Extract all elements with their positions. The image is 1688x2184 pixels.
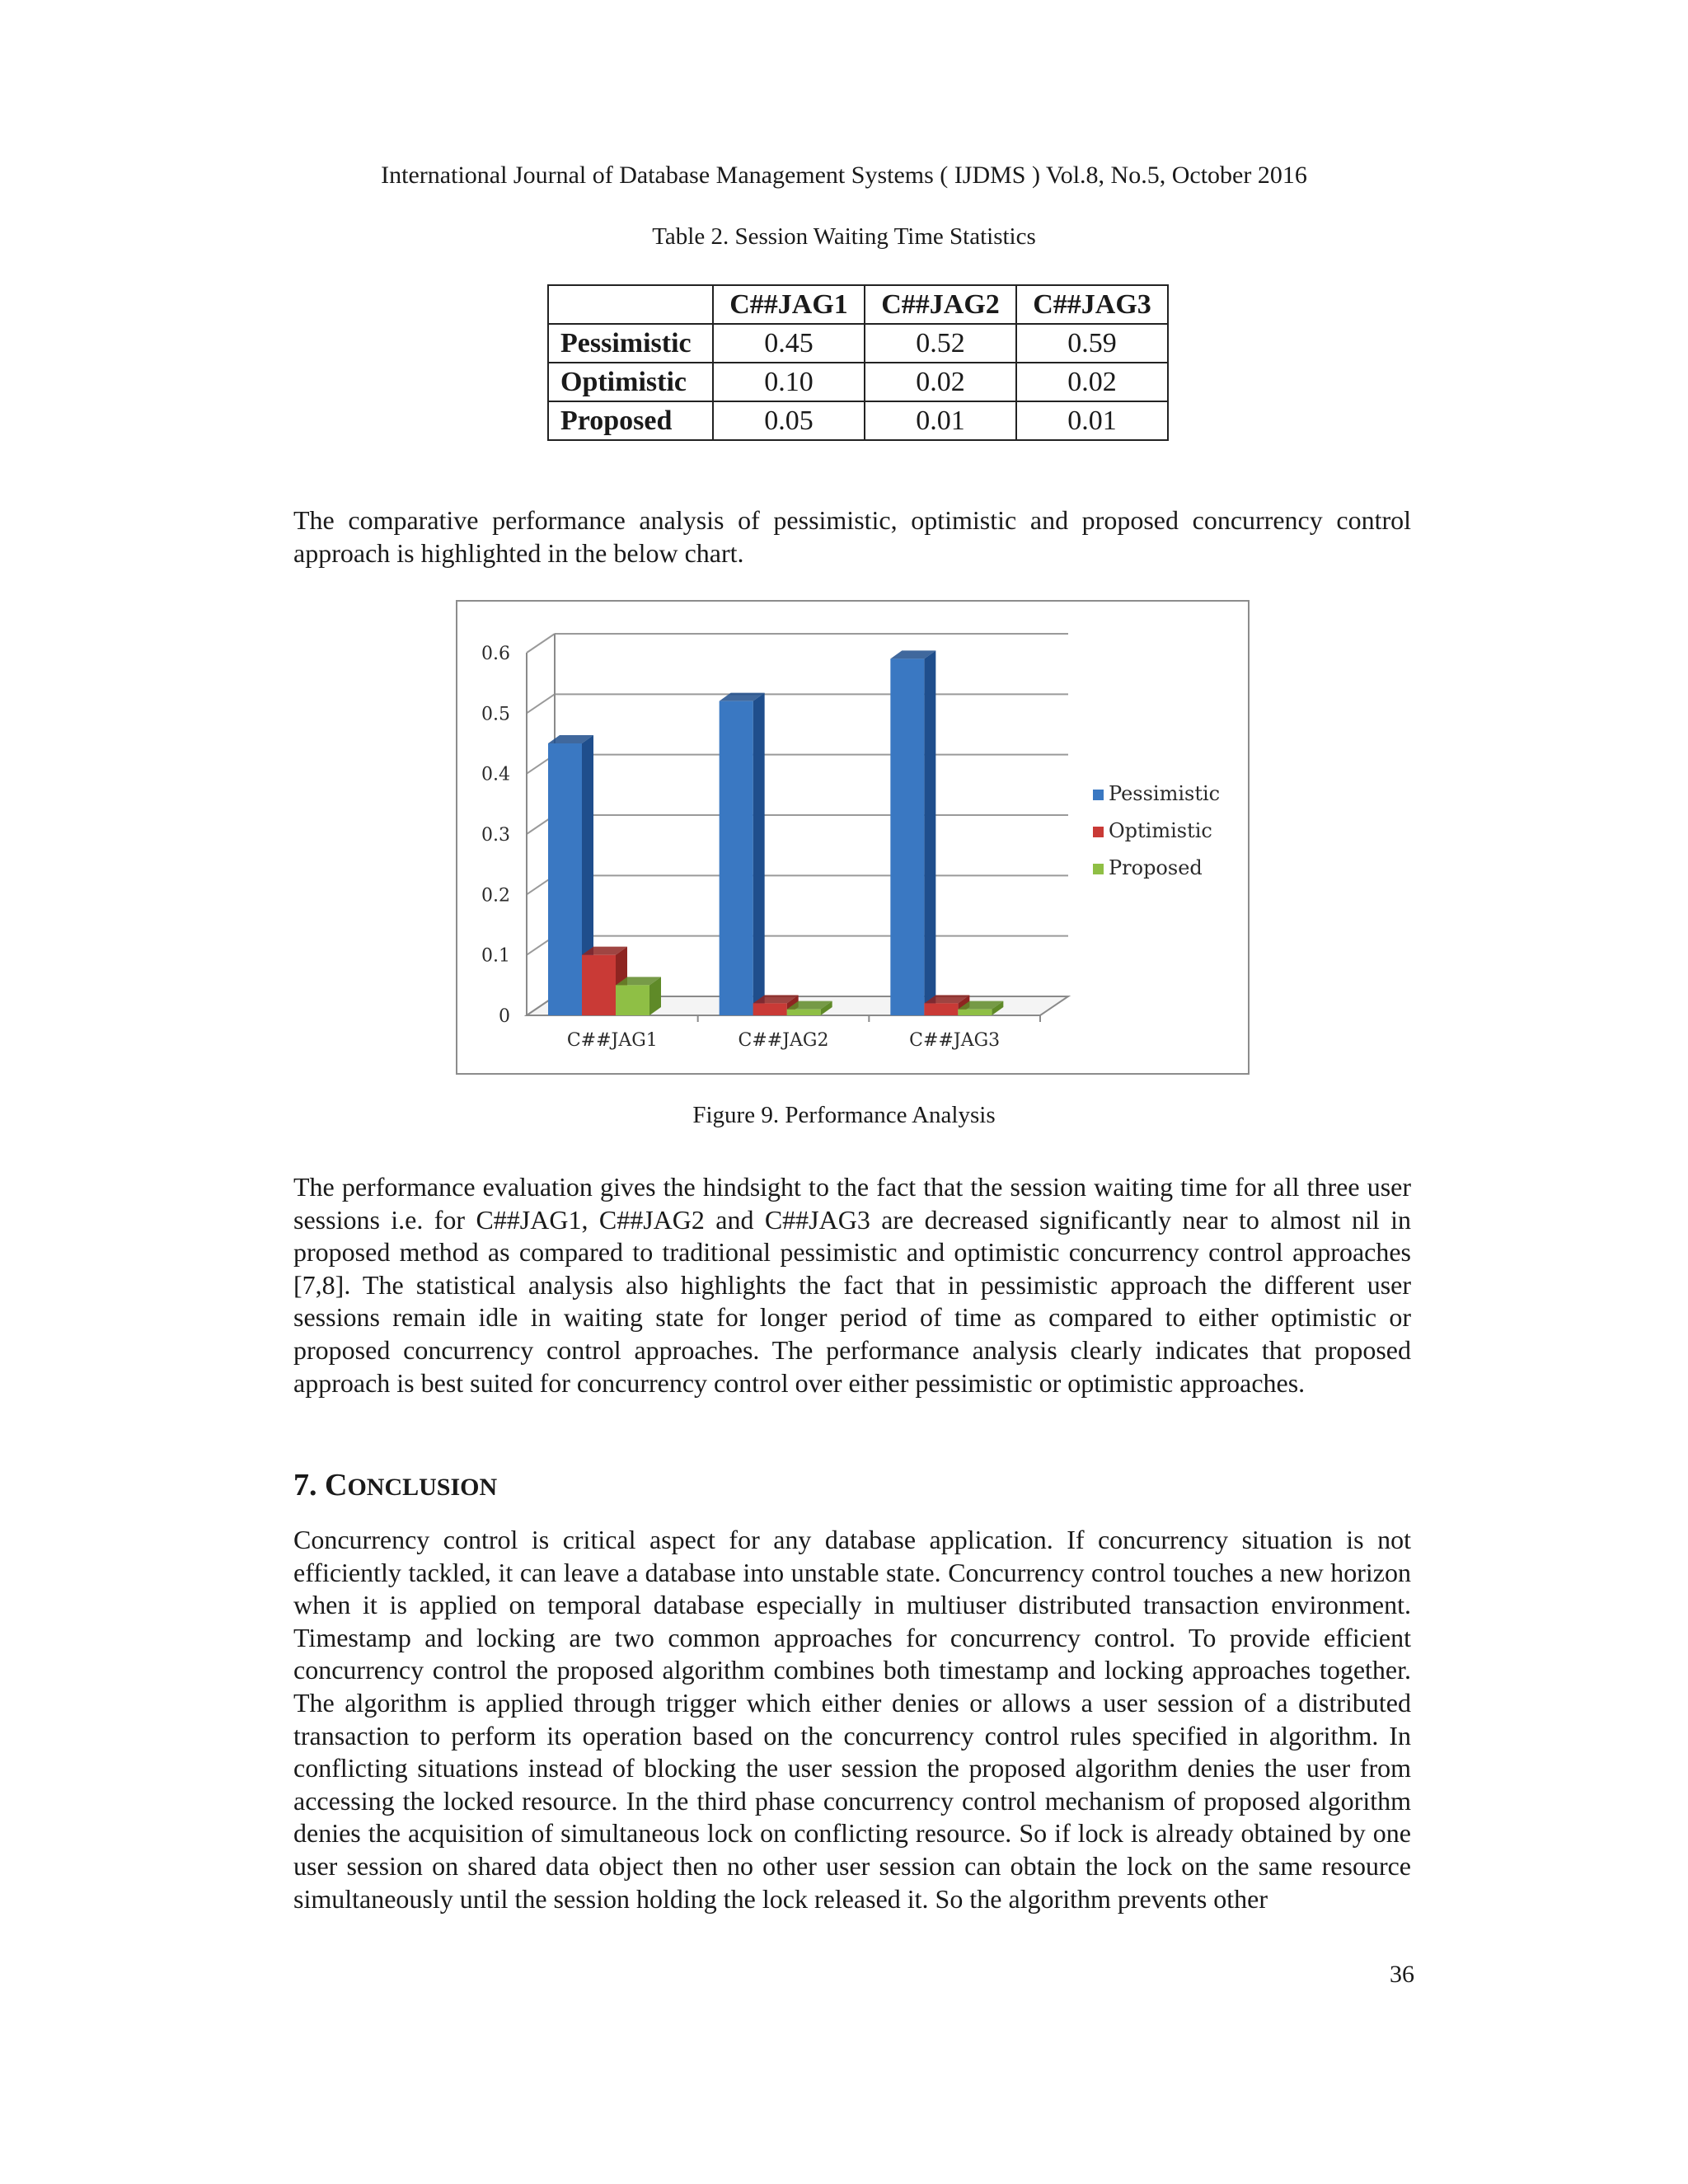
- legend-swatch-pessimistic: [1093, 790, 1104, 800]
- section-number: 7.: [293, 1468, 317, 1502]
- bar-front: [616, 985, 649, 1015]
- bar-front: [753, 1003, 787, 1015]
- bar-side: [924, 650, 935, 1015]
- table-row: [548, 363, 1168, 401]
- bar-front: [890, 658, 924, 1015]
- bar-proposed-0: [616, 977, 661, 1015]
- running-header: International Journal of Database Management Systems ( IJDMS ) Vol.8, No.5, October 2016: [381, 162, 1307, 189]
- x-tick-label: C##JAG1: [566, 1030, 658, 1051]
- bar-front: [582, 955, 616, 1015]
- table-cell: 0.01: [1016, 401, 1168, 440]
- table-cell: 0.01: [865, 401, 1016, 440]
- y-tick-label: 0.6: [481, 644, 510, 664]
- section-title-initial: C: [325, 1468, 348, 1502]
- x-tick-label: C##JAG2: [738, 1030, 829, 1051]
- bar-pessimistic-2: [890, 650, 935, 1015]
- y-tick-label: 0.4: [481, 764, 510, 785]
- chart-canvas: [456, 600, 1250, 1075]
- session-waiting-time-table: [547, 284, 1169, 441]
- table-header-row: [548, 285, 1168, 324]
- section-title-rest: ONCLUSION: [347, 1474, 498, 1501]
- performance-chart: [456, 600, 1250, 1075]
- bar-front: [924, 1003, 958, 1015]
- bar-side: [753, 693, 765, 1015]
- y-tick-label: 0.2: [481, 885, 510, 907]
- table-corner-cell: [548, 285, 713, 324]
- x-tick-label: C##JAG3: [909, 1030, 1001, 1051]
- table-cell: 0.02: [865, 363, 1016, 401]
- column-header: C##JAG1: [713, 285, 865, 324]
- table-cell: 0.59: [1016, 324, 1168, 363]
- bar-front: [548, 743, 582, 1015]
- intro-paragraph: The comparative performance analysis of pessimistic, optimistic and proposed concurrency control approach is highlighted in the below chart.: [293, 505, 1411, 568]
- legend-label-pessimistic: Pessimistic: [1109, 782, 1221, 805]
- bar-pessimistic-1: [720, 693, 765, 1015]
- table-cell: 0.02: [1016, 363, 1168, 401]
- table-cell: 0.05: [713, 401, 865, 440]
- figure-caption: Figure 9. Performance Analysis: [692, 1102, 996, 1128]
- legend-label-proposed: Proposed: [1109, 856, 1203, 879]
- legend: [1093, 782, 1220, 879]
- table-caption: Table 2. Session Waiting Time Statistics: [652, 223, 1036, 250]
- legend-swatch-proposed: [1093, 864, 1104, 874]
- y-tick-label: 0.5: [481, 704, 510, 725]
- y-tick-label: 0.1: [481, 945, 510, 967]
- y-tick-label: 0: [499, 1006, 510, 1027]
- legend-label-optimistic: Optimistic: [1109, 819, 1212, 842]
- section-heading: [293, 1467, 497, 1503]
- table-cell: 0.10: [713, 363, 865, 401]
- table-cell: 0.45: [713, 324, 865, 363]
- row-header: Proposed: [548, 401, 713, 440]
- column-header: C##JAG3: [1016, 285, 1168, 324]
- y-tick-label: 0.3: [481, 825, 510, 846]
- table-row: [548, 324, 1168, 363]
- conclusion-paragraph: Concurrency control is critical aspect for any database application. If concurrency situation is not efficiently tackled, it can leave a database into unstable state. Concurrency control touches a new horizon when it is applied on temporal database especially in multiuser distributed transaction environment. Timestamp and locking are two common approaches for concurrency control. To provide efficient concurrency control the proposed algorithm combines both timestamp and locking approaches together. The algorithm is applied through trigger which either denies or allows a user session of a distributed transaction to perform its operation based on the concurrency control rules specified in algorithm. In conflicting situations instead of blocking the user session the proposed algorithm denies the user from accessing the locked resource. In the third phase concurrency control mechanism of proposed algorithm denies the acquisition of simultaneous lock on conflicting resource. So if lock is already obtained by one user session on shared data object then no other user session can obtain the lock on the same resource simultaneously until the session holding the lock released it. So the algorithm prevents other: [293, 1525, 1411, 1914]
- bar-front: [787, 1010, 821, 1015]
- row-header: Optimistic: [548, 363, 713, 401]
- analysis-paragraph: The performance evaluation gives the hindsight to the fact that the session waiting time for all three user sessions i.e. for C##JAG1, C##JAG2 and C##JAG3 are decreased significantly near to almost nil in proposed method as compared to traditional pessimistic and optimistic concurrency control approaches [7,8]. The statistical analysis also highlights the fact that in pessimistic approach the different user sessions remain idle in waiting state for longer period of time as compared to either optimistic or proposed concurrency control approaches. The performance analysis clearly indicates that proposed approach is best suited for concurrency control over either pessimistic or optimistic approaches.: [293, 1172, 1411, 1398]
- table-cell: 0.52: [865, 324, 1016, 363]
- table-row: [548, 401, 1168, 440]
- legend-swatch-optimistic: [1093, 827, 1104, 837]
- bar-front: [720, 701, 753, 1015]
- row-header: Pessimistic: [548, 324, 713, 363]
- page-number: 36: [1390, 1961, 1414, 1988]
- column-header: C##JAG2: [865, 285, 1016, 324]
- bar-front: [958, 1010, 992, 1015]
